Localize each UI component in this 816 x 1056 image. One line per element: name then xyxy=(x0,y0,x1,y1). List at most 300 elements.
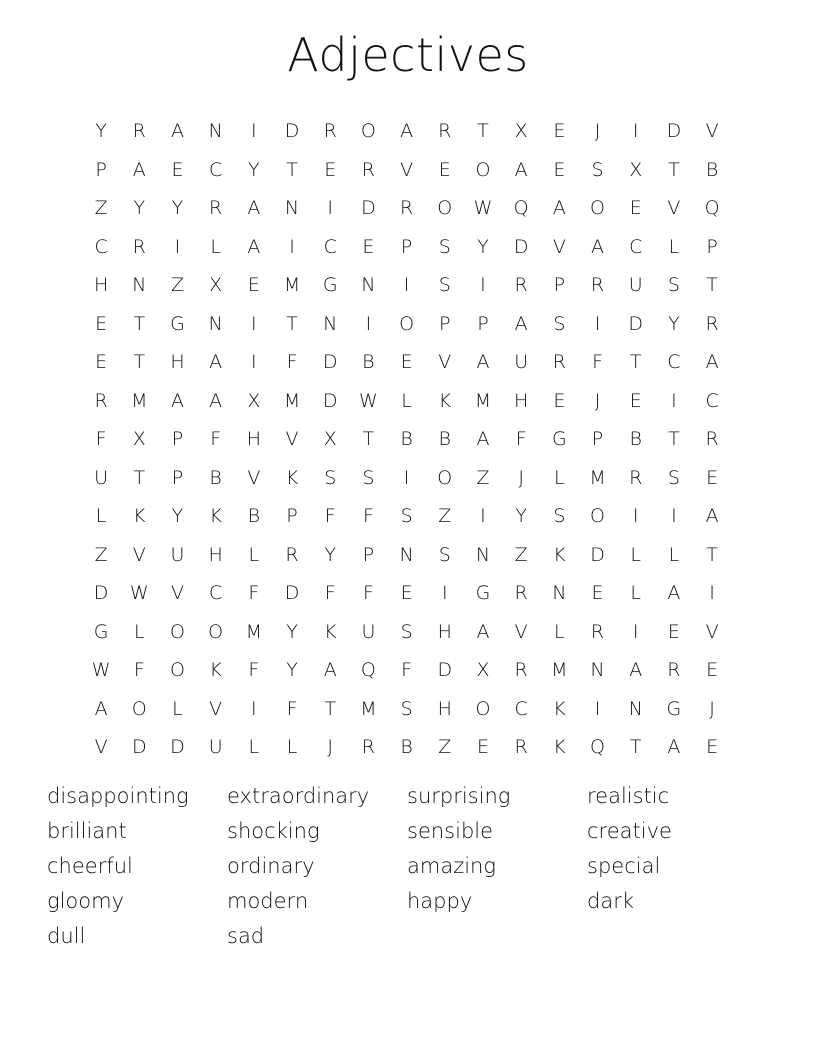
grid-cell: F xyxy=(286,697,298,720)
word-list-item: cheerful xyxy=(47,854,133,878)
word-list-item: happy xyxy=(407,889,473,913)
grid-cell: T xyxy=(668,158,680,181)
grid-cell: U xyxy=(514,351,529,374)
grid-cell: A xyxy=(209,351,223,374)
grid-cell: O xyxy=(399,312,415,335)
grid-cell: A xyxy=(629,659,643,682)
grid-cell: F xyxy=(401,659,413,682)
grid-cell: E xyxy=(591,582,604,605)
grid-cell: E xyxy=(553,389,566,412)
grid-cell: W xyxy=(91,659,111,682)
grid-cell: A xyxy=(209,389,223,412)
grid-cell: E xyxy=(362,235,375,258)
grid-cell: L xyxy=(133,620,145,643)
grid-cell: A xyxy=(476,351,490,374)
grid-cell: U xyxy=(208,736,223,759)
grid-cell: T xyxy=(706,543,718,566)
word-list-item: amazing xyxy=(407,854,496,878)
grid-cell: E xyxy=(629,197,642,220)
grid-cell: I xyxy=(594,312,601,335)
grid-cell: I xyxy=(480,505,486,528)
grid-cell: L xyxy=(554,466,565,489)
grid-row xyxy=(82,459,732,498)
grid-cell: K xyxy=(285,466,299,489)
grid-cell: L xyxy=(630,543,642,566)
grid-cell: E xyxy=(553,120,566,143)
grid-cell: P xyxy=(591,428,604,451)
grid-cell: V xyxy=(552,235,566,258)
grid-cell: V xyxy=(705,120,719,143)
grid-cell: V xyxy=(438,351,452,374)
grid-cell: Y xyxy=(324,543,337,566)
grid-cell: Z xyxy=(170,274,184,297)
grid-cell: R xyxy=(514,736,528,759)
grid-cell: R xyxy=(705,312,719,335)
worksheet-title: Adjectives xyxy=(287,28,529,82)
grid-cell: R xyxy=(94,389,108,412)
grid-cell: T xyxy=(133,466,146,489)
grid-cell: N xyxy=(284,197,300,220)
grid-cell: F xyxy=(286,351,298,374)
grid-cell: I xyxy=(251,120,257,143)
grid-cell: A xyxy=(514,312,528,335)
grid-cell: D xyxy=(322,351,338,374)
grid-cell: E xyxy=(706,466,719,489)
grid-cell: V xyxy=(705,620,719,643)
grid-cell: T xyxy=(629,351,642,374)
grid-row xyxy=(82,651,732,690)
grid-cell: E xyxy=(95,312,108,335)
grid-cell: T xyxy=(362,428,375,451)
grid-cell: F xyxy=(515,428,527,451)
grid-row xyxy=(82,343,732,382)
grid-cell: L xyxy=(248,736,260,759)
grid-cell: R xyxy=(361,736,375,759)
grid-cell: F xyxy=(592,351,603,374)
grid-cell: G xyxy=(551,428,567,451)
grid-cell: V xyxy=(400,158,414,181)
grid-cell: Y xyxy=(248,158,260,181)
grid-cell: N xyxy=(552,582,567,605)
grid-cell: I xyxy=(403,466,410,489)
grid-cell: E xyxy=(247,274,260,297)
grid-cell: E xyxy=(95,351,108,374)
grid-cell: U xyxy=(170,543,185,566)
grid-cell: Q xyxy=(513,197,529,220)
grid-cell: X xyxy=(514,120,528,143)
grid-cell: A xyxy=(705,351,719,374)
grid-cell: M xyxy=(551,659,568,682)
grid-cell: K xyxy=(209,505,222,528)
grid-cell: I xyxy=(632,120,639,143)
grid-cell: N xyxy=(208,120,223,143)
grid-cell: S xyxy=(438,274,451,297)
word-list-item: modern xyxy=(227,889,309,913)
word-list-item: dull xyxy=(47,924,86,948)
grid-cell: N xyxy=(628,697,643,720)
grid-cell: S xyxy=(324,466,337,489)
grid-cell: V xyxy=(209,697,223,720)
grid-cell: Y xyxy=(668,312,680,335)
grid-row xyxy=(82,382,732,421)
grid-cell: W xyxy=(473,197,493,220)
grid-cell: I xyxy=(289,235,295,258)
grid-cell: R xyxy=(132,235,146,258)
grid-cell: L xyxy=(95,505,107,528)
grid-cell: T xyxy=(133,351,146,374)
grid-cell: Z xyxy=(476,466,490,489)
letter-grid xyxy=(82,112,732,760)
grid-cell: R xyxy=(514,582,528,605)
grid-cell: Y xyxy=(515,505,527,528)
grid-row xyxy=(82,497,732,536)
grid-row xyxy=(82,690,732,729)
grid-cell: K xyxy=(209,659,222,682)
grid-cell: D xyxy=(590,543,605,566)
grid-cell: A xyxy=(247,235,261,258)
grid-cell: D xyxy=(666,120,682,143)
word-list xyxy=(47,784,767,959)
word-list-item: surprising xyxy=(407,784,511,808)
grid-cell: X xyxy=(323,428,337,451)
grid-cell: R xyxy=(514,659,528,682)
grid-cell: X xyxy=(476,659,490,682)
grid-cell: I xyxy=(174,235,181,258)
grid-cell: O xyxy=(590,197,606,220)
grid-cell: A xyxy=(591,235,605,258)
grid-cell: A xyxy=(705,505,719,528)
grid-cell: I xyxy=(632,505,639,528)
grid-cell: N xyxy=(475,543,491,566)
grid-cell: E xyxy=(324,158,337,181)
word-list-item: disappointing xyxy=(47,784,189,808)
grid-cell: Y xyxy=(286,620,298,643)
grid-cell: H xyxy=(437,620,452,643)
grid-cell: S xyxy=(667,274,680,297)
grid-cell: O xyxy=(360,120,376,143)
grid-cell: I xyxy=(327,197,334,220)
grid-cell: I xyxy=(594,697,601,720)
grid-cell: F xyxy=(95,428,107,451)
grid-cell: O xyxy=(437,466,453,489)
grid-cell: L xyxy=(248,543,260,566)
grid-cell: R xyxy=(132,120,146,143)
grid-cell: H xyxy=(437,697,452,720)
grid-cell: S xyxy=(400,620,413,643)
grid-cell: A xyxy=(667,582,681,605)
grid-cell: C xyxy=(209,582,223,605)
grid-cell: A xyxy=(400,120,414,143)
grid-cell: J xyxy=(327,736,334,759)
grid-cell: C xyxy=(629,235,643,258)
grid-cell: S xyxy=(400,505,413,528)
grid-cell: X xyxy=(629,158,643,181)
grid-cell: B xyxy=(438,428,451,451)
grid-cell: D xyxy=(322,389,338,412)
grid-cell: G xyxy=(666,697,682,720)
grid-cell: N xyxy=(208,312,223,335)
grid-cell: Y xyxy=(133,197,146,220)
grid-cell: E xyxy=(706,659,719,682)
grid-cell: E xyxy=(400,582,413,605)
grid-cell: F xyxy=(324,582,336,605)
grid-cell: M xyxy=(474,389,492,412)
grid-cell: K xyxy=(438,389,452,412)
grid-cell: K xyxy=(553,697,566,720)
grid-cell: G xyxy=(170,312,185,335)
grid-cell: L xyxy=(210,235,221,258)
grid-row xyxy=(82,151,732,190)
grid-cell: F xyxy=(248,582,260,605)
grid-cell: C xyxy=(323,235,337,258)
grid-cell: J xyxy=(594,389,601,412)
grid-cell: A xyxy=(132,158,146,181)
grid-cell: V xyxy=(514,620,528,643)
grid-cell: M xyxy=(283,274,301,297)
grid-cell: S xyxy=(438,235,451,258)
grid-cell: P xyxy=(477,312,489,335)
grid-row xyxy=(82,189,732,228)
grid-cell: I xyxy=(632,620,639,643)
grid-cell: V xyxy=(132,543,146,566)
grid-cell: M xyxy=(283,389,301,412)
grid-cell: D xyxy=(93,582,109,605)
grid-cell: A xyxy=(514,158,528,181)
grid-cell: A xyxy=(323,659,337,682)
grid-cell: B xyxy=(400,736,413,759)
grid-cell: V xyxy=(285,428,299,451)
grid-cell: I xyxy=(251,697,257,720)
grid-cell: O xyxy=(169,620,185,643)
grid-cell: B xyxy=(629,428,642,451)
grid-cell: I xyxy=(403,274,410,297)
grid-cell: A xyxy=(667,736,681,759)
grid-cell: N xyxy=(399,543,414,566)
grid-cell: Z xyxy=(514,543,528,566)
grid-cell: P xyxy=(171,428,184,451)
grid-cell: P xyxy=(362,543,375,566)
word-list-item: ordinary xyxy=(227,854,315,878)
grid-cell: P xyxy=(95,158,107,181)
grid-row xyxy=(82,112,732,151)
grid-cell: L xyxy=(401,389,412,412)
grid-cell: G xyxy=(475,582,491,605)
grid-cell: L xyxy=(668,543,680,566)
grid-cell: S xyxy=(362,466,375,489)
grid-cell: A xyxy=(476,428,490,451)
grid-cell: Z xyxy=(94,543,108,566)
grid-row xyxy=(82,420,732,459)
grid-cell: R xyxy=(209,197,223,220)
grid-row xyxy=(82,728,732,767)
grid-cell: D xyxy=(170,736,185,759)
grid-cell: Z xyxy=(94,197,108,220)
word-list-item: sensible xyxy=(407,819,494,843)
grid-cell: J xyxy=(709,697,715,720)
grid-cell: L xyxy=(668,235,680,258)
word-list-item: gloomy xyxy=(47,889,125,913)
grid-cell: X xyxy=(132,428,146,451)
grid-cell: Y xyxy=(286,659,298,682)
grid-cell: L xyxy=(172,697,183,720)
grid-cell: H xyxy=(93,274,109,297)
grid-cell: I xyxy=(365,312,372,335)
grid-cell: E xyxy=(438,158,451,181)
word-list-item: realistic xyxy=(587,784,670,808)
grid-cell: O xyxy=(437,197,453,220)
grid-cell: N xyxy=(132,274,147,297)
grid-cell: Y xyxy=(171,197,184,220)
grid-cell: G xyxy=(322,274,338,297)
grid-cell: F xyxy=(133,659,145,682)
grid-cell: E xyxy=(553,158,566,181)
grid-cell: E xyxy=(667,620,680,643)
grid-cell: P xyxy=(439,312,451,335)
grid-cell: S xyxy=(400,697,413,720)
grid-cell: D xyxy=(284,582,300,605)
grid-cell: R xyxy=(705,428,719,451)
grid-cell: R xyxy=(323,120,337,143)
grid-cell: D xyxy=(361,197,376,220)
grid-cell: R xyxy=(285,543,299,566)
grid-cell: C xyxy=(94,235,108,258)
grid-cell: T xyxy=(629,736,642,759)
grid-cell: J xyxy=(518,466,524,489)
grid-cell: T xyxy=(706,274,718,297)
grid-cell: R xyxy=(590,274,605,297)
grid-cell: K xyxy=(133,505,146,528)
grid-cell: T xyxy=(286,158,298,181)
grid-cell: I xyxy=(480,274,486,297)
grid-cell: R xyxy=(629,466,643,489)
grid-cell: B xyxy=(705,158,719,181)
grid-cell: R xyxy=(552,351,566,374)
grid-cell: L xyxy=(286,736,298,759)
word-list-item: shocking xyxy=(227,819,320,843)
grid-cell: H xyxy=(246,428,261,451)
grid-cell: B xyxy=(400,428,413,451)
grid-cell: V xyxy=(667,197,681,220)
grid-cell: M xyxy=(360,697,377,720)
grid-cell: T xyxy=(133,312,146,335)
grid-cell: H xyxy=(514,389,529,412)
grid-cell: A xyxy=(552,197,566,220)
grid-cell: I xyxy=(709,582,715,605)
grid-cell: P xyxy=(400,235,413,258)
grid-cell: O xyxy=(131,697,147,720)
grid-cell: R xyxy=(399,197,414,220)
grid-cell: A xyxy=(170,389,184,412)
grid-cell: A xyxy=(170,120,184,143)
word-list-item: creative xyxy=(587,819,672,843)
grid-cell: Y xyxy=(95,120,107,143)
grid-cell: S xyxy=(553,505,566,528)
grid-cell: B xyxy=(209,466,222,489)
grid-cell: B xyxy=(247,505,261,528)
grid-cell: H xyxy=(170,351,185,374)
grid-row xyxy=(82,305,732,344)
grid-cell: H xyxy=(208,543,223,566)
grid-cell: A xyxy=(476,620,490,643)
grid-cell: T xyxy=(668,428,680,451)
grid-cell: O xyxy=(590,505,606,528)
grid-cell: M xyxy=(589,466,606,489)
grid-cell: C xyxy=(705,389,719,412)
grid-cell: N xyxy=(361,274,376,297)
grid-cell: S xyxy=(553,312,566,335)
grid-cell: C xyxy=(209,158,223,181)
grid-cell: C xyxy=(514,697,528,720)
grid-cell: L xyxy=(554,620,565,643)
grid-cell: W xyxy=(129,582,149,605)
grid-cell: S xyxy=(438,543,451,566)
grid-cell: E xyxy=(476,736,489,759)
grid-cell: R xyxy=(361,158,375,181)
grid-row xyxy=(82,613,732,652)
grid-cell: R xyxy=(514,274,528,297)
grid-cell: O xyxy=(475,158,491,181)
grid-cell: S xyxy=(667,466,680,489)
grid-cell: R xyxy=(590,620,605,643)
grid-cell: O xyxy=(169,659,185,682)
grid-cell: K xyxy=(323,620,337,643)
grid-row xyxy=(82,574,732,613)
grid-cell: F xyxy=(362,505,374,528)
grid-cell: D xyxy=(513,235,529,258)
grid-cell: V xyxy=(94,736,108,759)
grid-cell: D xyxy=(437,659,453,682)
grid-cell: F xyxy=(324,505,336,528)
grid-cell: V xyxy=(170,582,184,605)
grid-cell: E xyxy=(171,158,184,181)
grid-cell: D xyxy=(284,120,300,143)
grid-cell: E xyxy=(706,736,719,759)
grid-row xyxy=(82,228,732,267)
grid-cell: I xyxy=(671,389,677,412)
grid-cell: P xyxy=(286,505,298,528)
grid-cell: T xyxy=(286,312,298,335)
grid-cell: I xyxy=(251,351,257,374)
grid-cell: Y xyxy=(477,235,489,258)
grid-cell: Z xyxy=(438,736,452,759)
grid-cell: Q xyxy=(590,736,606,759)
grid-cell: T xyxy=(477,120,489,143)
grid-cell: N xyxy=(323,312,338,335)
grid-cell: X xyxy=(209,274,223,297)
grid-cell: N xyxy=(590,659,605,682)
grid-cell: I xyxy=(441,582,448,605)
grid-cell: G xyxy=(93,620,109,643)
grid-cell: M xyxy=(131,389,148,412)
grid-cell: U xyxy=(361,620,376,643)
grid-cell: T xyxy=(324,697,337,720)
grid-cell: V xyxy=(247,466,261,489)
grid-cell: W xyxy=(359,389,378,412)
grid-cell: O xyxy=(475,697,491,720)
grid-cell: A xyxy=(94,697,108,720)
grid-cell: D xyxy=(628,312,644,335)
grid-cell: F xyxy=(248,659,260,682)
word-list-item: dark xyxy=(587,889,634,913)
grid-cell: Z xyxy=(438,505,452,528)
grid-cell: K xyxy=(553,543,566,566)
grid-cell: B xyxy=(362,351,375,374)
grid-cell: I xyxy=(671,505,677,528)
grid-cell: E xyxy=(400,351,413,374)
grid-cell: R xyxy=(438,120,452,143)
grid-cell: M xyxy=(245,620,263,643)
grid-cell: U xyxy=(94,466,109,489)
